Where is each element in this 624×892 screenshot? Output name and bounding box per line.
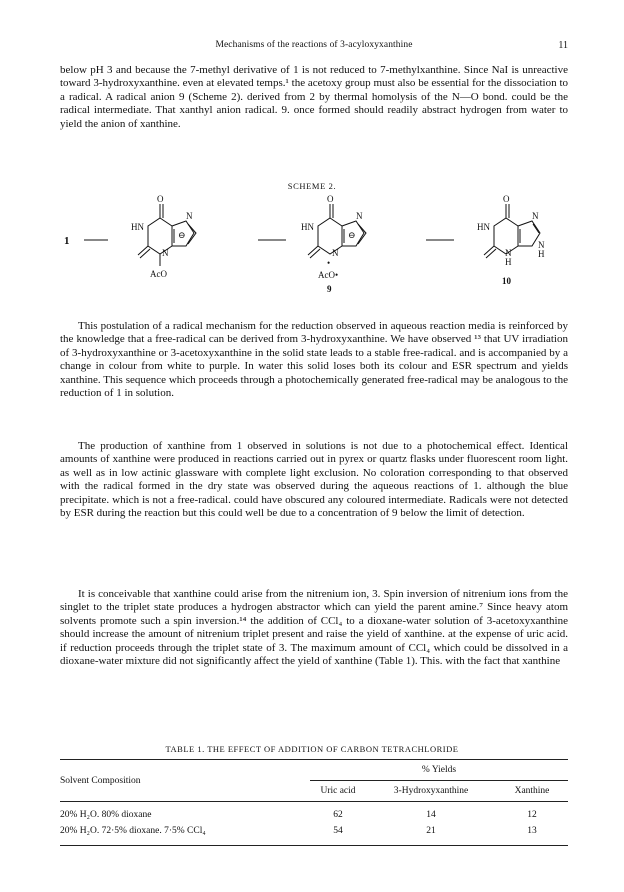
running-title: Mechanisms of the reactions of 3-acyloxyxanthine xyxy=(215,40,413,50)
page-number: 11 xyxy=(558,40,568,51)
structure-1-nitrogen-3: N xyxy=(162,248,169,258)
structure-3-nitrogen-3: N xyxy=(505,248,512,258)
starting-compound-number: 1 xyxy=(64,235,70,247)
structure-2-hn: HN xyxy=(301,222,314,232)
table-row xyxy=(60,802,568,824)
structure-2-nitrogen-3: N xyxy=(332,248,339,258)
scheme-2-diagram xyxy=(0,190,624,320)
paragraph-1: below pH 3 and because the 7-methyl derivative of 1 is not reduced to 7-methylxanthine. Since NaI is unreactive toward 3-hydroxyxanthine. even at elevated temps.¹ the acetoxy group must also be essential for the dissociation to a radical. A radical anion 9 (Scheme 2). derived from 2 by thermal homolysis of the N—O bond. could be the radical intermediate. That xanthyl anion radical. 9. once formed should readily abstract hydrogen from water to yield the anion of xanthine. xyxy=(60,64,568,130)
row-2-3-hydroxyxanthine: 21 xyxy=(366,823,496,846)
structure-1-acetoxy: AcO xyxy=(150,269,167,279)
row-1-xanthine: 12 xyxy=(496,802,568,824)
yields-table xyxy=(60,759,568,846)
row-1-solvent: 20% H₂O. 80% dioxane xyxy=(60,802,310,824)
structure-2-oxygen: O xyxy=(327,194,334,204)
paragraph-2: This postulation of a radical mechanism for the reduction observed in aqueous reaction media is reinforced by the knowledge that a free-radical can be derived from 3-hydroxyxanthine. We have observed ¹³ that UV irradiation of 3-hydroxyxanthine or 3-acetoxyxanthine in the solid state leads to a stable free-radical. and is accompanied by a change in colour from white to purple. In water this solid loses both its colour and ESR spectrum and yields xanthine. This sequence which proceeds through a photochemically generated free-radical may be analogous to the reduction of 1 in solution. xyxy=(60,320,568,400)
row-1-uric-acid: 62 xyxy=(310,802,366,824)
row-2-solvent: 20% H₂O. 72·5% dioxane. 7·5% CCl₄ xyxy=(60,823,310,846)
table-row xyxy=(60,823,568,846)
structure-3-nitrogen-7: N xyxy=(532,211,539,221)
row-2-uric-acid: 54 xyxy=(310,823,366,846)
column-header-xanthine: Xanthine xyxy=(514,786,550,796)
structure-3-hydrogen-3: H xyxy=(505,257,512,267)
structure-3-nitrogen-9: N xyxy=(538,240,545,250)
row-1-3-hydroxyxanthine: 14 xyxy=(366,802,496,824)
structure-2-nitrogen-7: N xyxy=(356,211,363,221)
row-header-solvent: Solvent Composition xyxy=(60,760,310,802)
structure-3-hydrogen-9: H xyxy=(538,249,545,259)
structure-2-charge: ⊖ xyxy=(348,230,356,240)
scheme-label: SCHEME 2. xyxy=(287,181,337,191)
paragraph-4: It is conceivable that xanthine could arise from the nitrenium ion, 3. Spin inversion of nitrenium ions from the singlet to the triplet state produces a hydrogen abstractor which can yield the parent amine.⁷ Since heavy atom solvents promote such a spin inversion.¹⁴ the addition of CCl₄ to a dioxane-water solution of 3-acetoxyxanthine should increase the amount of nitrenium triplet present and raise the yield of xanthine. at the expense of uric acid. if reduction proceeds through the triplet state of 3. The maximum amount of CCl₄ which could be dissolved in a dioxane-water mixture did not significantly affect the yield of xanthine (Table 1). This. with the fact that xanthine xyxy=(60,588,568,668)
structure-2-acetoxy-radical: AcO• xyxy=(318,270,339,280)
group-header-yields: % Yields xyxy=(310,760,568,781)
column-header-uric-acid: Uric acid xyxy=(320,786,356,796)
paragraph-3: The production of xanthine from 1 observed in solutions is not due to a photochemical effect. Identical amounts of xanthine were produced in reactions carried out in pyrex or quartz flasks under fluorescent room light. as well as in low actinic glassware with complete light exclusion. No coloration corresponding to that observed with the radical formed in the dry state was observed during the aqueous reactions of 1. although the blue precipitate. which is not a free-radical. could have obscured any coloured intermediate. Radicals were not detected by ESR during the reaction but this could well be due to a concentration of 9 below the limit of detection. xyxy=(60,440,568,520)
structure-1-oxygen: O xyxy=(157,194,164,204)
structure-3-number: 10 xyxy=(502,276,511,286)
running-head xyxy=(60,40,568,54)
structure-2-radical-dot: • xyxy=(327,258,331,268)
structure-3-hn: HN xyxy=(477,222,490,232)
structure-1-nitrogen-7: N xyxy=(186,211,193,221)
column-header-3-hydroxyxanthine: 3-Hydroxyxanthine xyxy=(393,786,469,796)
structure-2-number: 9 xyxy=(327,284,332,294)
structure-1-charge: ⊖ xyxy=(178,230,186,240)
structure-1-hn: HN xyxy=(131,222,144,232)
table-caption: TABLE 1. THE EFFECT OF ADDITION OF CARBON TETRACHLORIDE xyxy=(165,744,459,754)
row-2-xanthine: 13 xyxy=(496,823,568,846)
structure-3-oxygen: O xyxy=(503,194,510,204)
